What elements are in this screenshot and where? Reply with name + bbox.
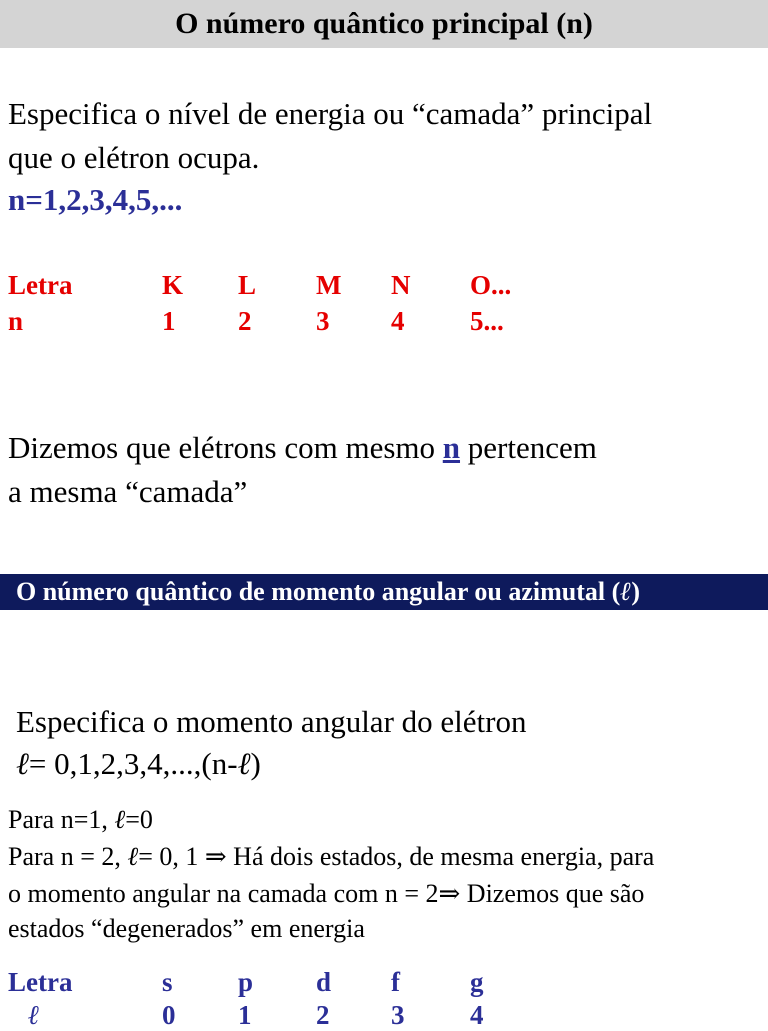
text-span: = 0,1,2,3,4,...,(n- — [28, 746, 238, 781]
table-cell: K — [162, 270, 184, 300]
ell-symbol: ℓ — [237, 746, 251, 782]
table-cell: 3 — [316, 306, 330, 336]
table-cell: 4 — [470, 1000, 484, 1030]
table-row-label: ℓ — [28, 1000, 40, 1031]
table-cell: 2 — [316, 1000, 330, 1030]
table-cell: 1 — [162, 306, 176, 336]
table-cell: L — [238, 270, 257, 300]
n-values: n=1,2,3,4,5,... — [8, 182, 183, 217]
table-cell: 2 — [238, 306, 252, 336]
paragraph-line: o momento angular na camada com n = 2⇒ Dizemos que são — [8, 879, 645, 908]
paragraph-line — [8, 840, 654, 874]
text-span: pertencem — [460, 430, 597, 465]
text-span: Para n = 2, — [8, 842, 128, 871]
table-cell: 0 — [162, 1000, 176, 1030]
ell-symbol: ℓ — [16, 746, 29, 782]
table-cell: s — [162, 967, 173, 997]
ell-symbol: ℓ — [114, 805, 126, 835]
table-cell: f — [391, 967, 400, 997]
text-span: Dizemos que elétrons com mesmo — [8, 430, 443, 465]
table-row-label: Letra — [8, 270, 73, 300]
header-banner-azimutal — [0, 574, 768, 610]
ell-symbol: ℓ — [127, 842, 139, 872]
header-banner-principal — [0, 0, 768, 48]
table-cell: p — [238, 967, 254, 997]
paragraph-line: Especifica o momento angular do elétron — [16, 704, 527, 739]
text-span: =0 — [125, 805, 153, 834]
header-title-close: ) — [631, 577, 641, 606]
n-highlight: n — [442, 430, 461, 465]
table-cell: N — [391, 270, 411, 300]
table-cell: 5... — [470, 306, 504, 336]
table-cell: 3 — [391, 1000, 405, 1030]
ell-symbol: ℓ — [620, 577, 632, 607]
text-span: ) — [250, 746, 261, 781]
table-row-label: Letra — [8, 967, 73, 997]
header-title: O número quântico principal (n) — [175, 7, 593, 40]
paragraph-line: estados “degenerados” em energia — [8, 914, 365, 943]
table-cell: 4 — [391, 306, 405, 336]
text-span: = 0, 1 ⇒ Há dois estados, de mesma energia, para — [138, 842, 655, 871]
paragraph-line — [8, 803, 153, 837]
paragraph-line: Especifica o nível de energia ou “camada” principal — [8, 96, 653, 131]
table-row-label: n — [8, 306, 24, 336]
ell-values — [16, 742, 261, 786]
table-cell: O... — [470, 270, 512, 300]
header-title: O número quântico de momento angular ou azimutal ( — [16, 577, 621, 606]
paragraph-line — [8, 426, 597, 470]
paragraph-line: a mesma “camada” — [8, 474, 248, 509]
text-span: Para n=1, — [8, 805, 115, 834]
paragraph-line: que o elétron ocupa. — [8, 140, 260, 175]
table-cell: 1 — [238, 1000, 252, 1030]
table-cell: g — [470, 967, 484, 997]
table-cell: M — [316, 270, 342, 300]
table-cell: d — [316, 967, 332, 997]
